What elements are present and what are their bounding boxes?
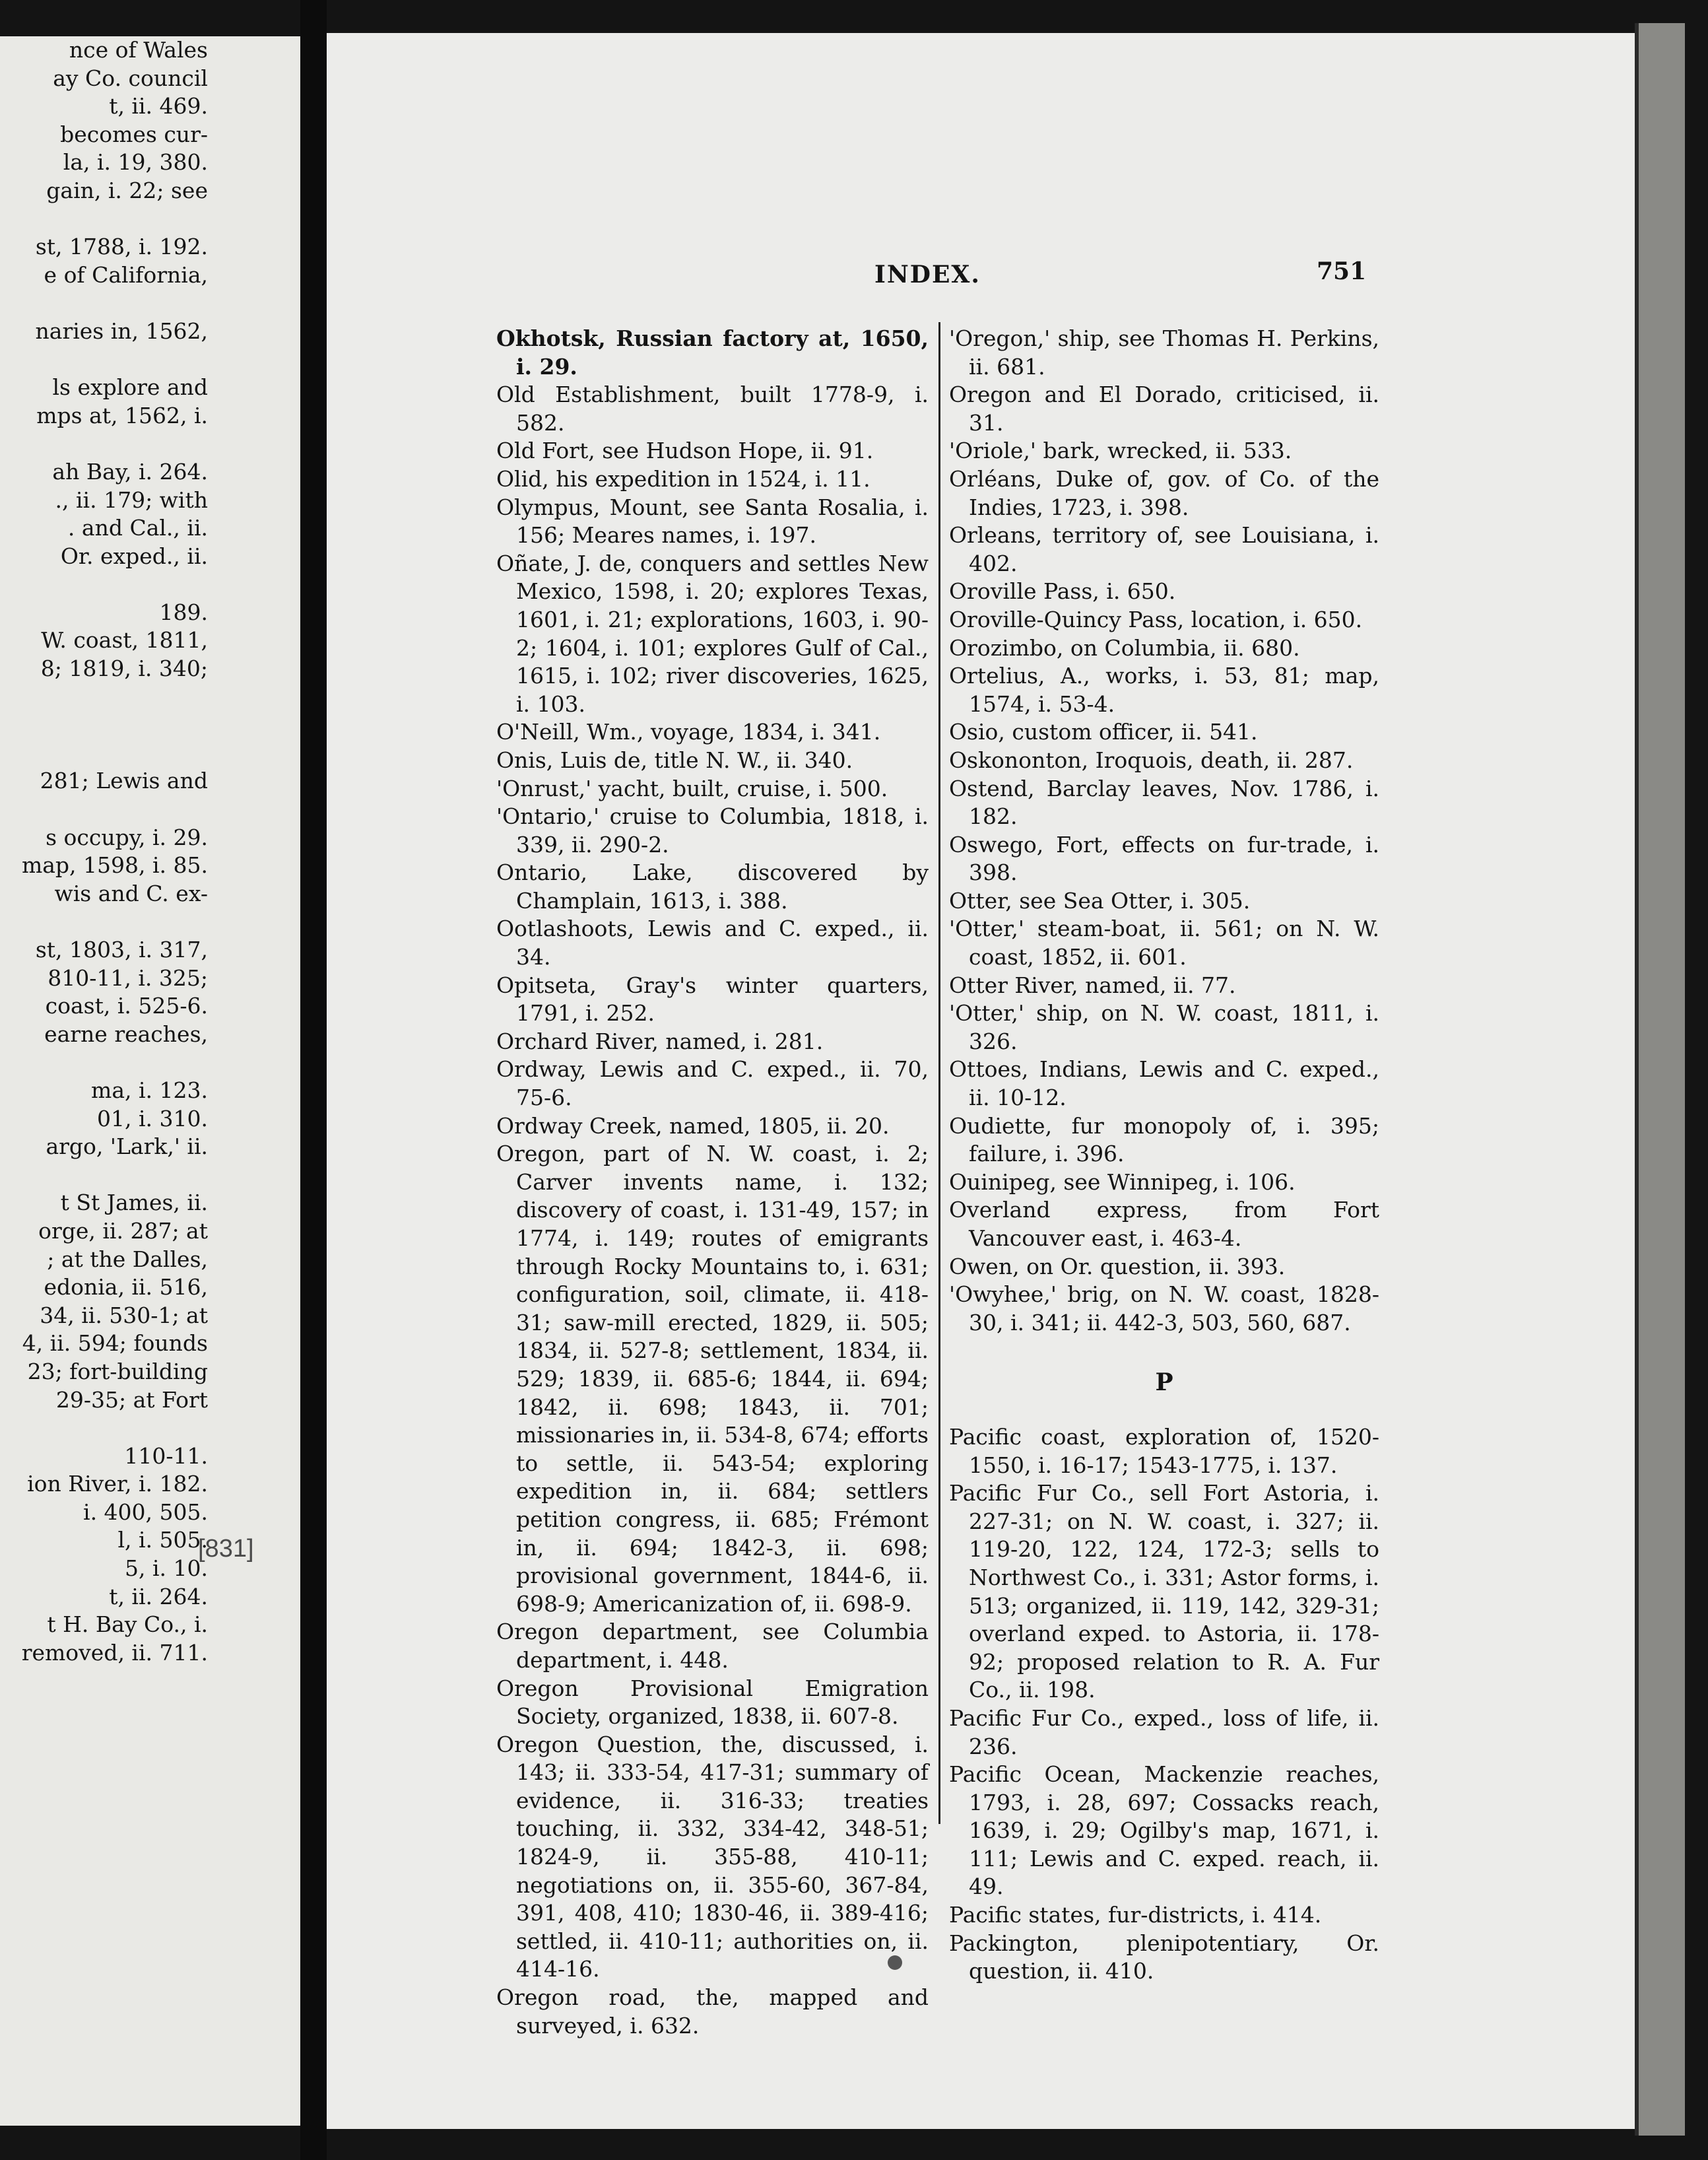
index-entry: Oroville Pass, i. 650. [949, 578, 1176, 605]
index-entry: Oregon Question, the, discussed, i. 143; ii. 333-54, 417-31; summary of evidence, ii. 316-33; treaties touching, ii. 332, 334-42, 348-51; 1824-9, ii. 355-88, 410-11; negotiations on, ii. 355-60, 367-84, 391, 408, 410; 1830-46, ii. 389-416; settled, ii. 410-11; authorities on, ii. 414-16. [496, 1731, 929, 1982]
left-page-line: 23; fort-building [27, 1358, 208, 1384]
index-entry: Owen, on Or. question, ii. 393. [949, 1253, 1286, 1279]
index-entry: Old Fort, see Hudson Hope, ii. 91. [496, 438, 874, 464]
left-page-line: earne reaches, [44, 1021, 208, 1047]
index-entry: Oudiette, fur monopoly of, i. 395; failure, i. 396. [949, 1112, 1379, 1167]
left-page-line [0, 346, 208, 374]
entries-p [949, 1423, 1379, 1986]
left-page-line: t, ii. 264. [109, 1583, 208, 1609]
left-page-line: gain, i. 22; see [46, 177, 208, 203]
index-entry: Okhotsk, Russian factory at, 1650, i. 29. [496, 325, 929, 380]
index-entry: Olympus, Mount, see Santa Rosalia, i. 156; Meares names, i. 197. [496, 494, 929, 549]
index-entry: Packington, plenipotentiary, Or. question, ii. 410. [949, 1930, 1379, 1984]
entries-o-continued [949, 325, 1379, 1337]
index-entry: Pacific Fur Co., exped., loss of life, ii. 236. [949, 1704, 1379, 1759]
left-page-line [0, 289, 208, 318]
running-title: INDEX. [874, 261, 981, 288]
index-entry: Oñate, J. de, conquers and settles New Mexico, 1598, i. 20; explores Texas, 1601, i. 21; explorations, 1603, i. 90-2; 1604, i. 101; explores Gulf of Cal., 1615, i. 102; river discoveries, 1625, i. 103. [496, 550, 929, 717]
index-entry: Onis, Luis de, title N. W., ii. 340. [496, 747, 853, 773]
index-entry: Otter River, named, ii. 77. [949, 972, 1236, 998]
left-page-line: edonia, ii. 516, [44, 1274, 208, 1300]
index-entry: Pacific states, fur-districts, i. 414. [949, 1902, 1322, 1928]
index-entry: O'Neill, Wm., voyage, 1834, i. 341. [496, 719, 881, 745]
index-entry: Orléans, Duke of, gov. of Co. of the Indies, 1723, i. 398. [949, 465, 1379, 520]
index-entry: Overland express, from Fort Vancouver east, i. 463-4. [949, 1197, 1379, 1251]
index-entry: Ostend, Barclay leaves, Nov. 1786, i. 182. [949, 775, 1379, 830]
index-entry: Oregon Provisional Emigration Society, organized, 1838, ii. 607-8. [496, 1675, 929, 1730]
book-cover-edge [1635, 23, 1685, 2136]
book-gutter [300, 0, 327, 2160]
left-page-line: s occupy, i. 29. [46, 824, 208, 850]
index-entry: Pacific Ocean, Mackenzie reaches, 1793, i. 28, 697; Cossacks reach, 1639, i. 29; Ogilby's map, 1671, i. 111; Lewis and C. exped. reach, ii. 49. [949, 1761, 1379, 1900]
index-entry: 'Oriole,' bark, wrecked, ii. 533. [949, 438, 1292, 464]
left-page-line: ls explore and [52, 374, 208, 401]
left-page-line [0, 205, 208, 234]
left-page-line: argo, 'Lark,' ii. [46, 1133, 208, 1160]
left-page-line [0, 683, 208, 712]
index-entry: Otter, see Sea Otter, i. 305. [949, 887, 1251, 914]
left-page-line: 8; 1819, i. 340; [40, 656, 208, 682]
left-page-line: i. 400, 505. [83, 1499, 208, 1525]
left-page-line [0, 1161, 208, 1190]
index-entry: 'Otter,' ship, on N. W. coast, 1811, i. 326. [949, 1000, 1379, 1054]
left-page-line: ah Bay, i. 264. [52, 458, 208, 485]
index-entry: Pacific coast, exploration of, 1520-1550, i. 16-17; 1543-1775, i. 137. [949, 1423, 1379, 1478]
index-entry: Oregon, part of N. W. coast, i. 2; Carver invents name, i. 132; discovery of coast, i. 131-49, 157; in 1774, i. 149; routes of emigrants through Rocky Mountains to, i. 631; configuration, soil, climate, ii. 418-31; saw-mill erected, 1829, ii. 505; 1834, ii. 527-8; settlement, 1834, ii. 529; 1839, ii. 685-6; 1844, ii. 694; 1842, ii. 698; 1843, ii. 701; missionaries in, ii. 534-8, 674; efforts to settle, ii. 543-54; exploring expedition in, ii. 684; settlers petition congress, ii. 685; Frémont in, ii. 694; 1842-3, ii. 698; provisional government, 1844-6, ii. 698-9; Americanization of, ii. 698-9. [496, 1141, 929, 1617]
left-page-line: 189. [159, 599, 208, 625]
section-letter: P [1155, 1368, 1173, 1397]
index-entry: Pacific Fur Co., sell Fort Astoria, i. 227-31; on N. W. coast, i. 327; ii. 119-20, 122, 124, 172-3; sells to Northwest Co., i. 331; Astor forms, i. 513; organized, ii. 119, 142, 329-31; overland exped. to Astoria, ii. 178-92; proposed relation to R. A. Fur Co., ii. 198. [949, 1480, 1379, 1703]
left-page-line: t St James, ii. [60, 1190, 208, 1216]
left-page-line: ; at the Dalles, [47, 1246, 208, 1272]
left-page-line: st, 1788, i. 192. [35, 234, 208, 260]
left-page-line: t H. Bay Co., i. [47, 1611, 208, 1638]
index-entry: Ortelius, A., works, i. 53, 81; map, 1574, i. 53-4. [949, 663, 1379, 717]
index-entry: 'Ontario,' cruise to Columbia, 1818, i. 339, ii. 290-2. [496, 803, 929, 858]
left-page-line [0, 795, 208, 824]
index-entry: 'Oregon,' ship, see Thomas H. Perkins, ii. 681. [949, 325, 1379, 380]
index-column-left [496, 325, 929, 2040]
index-entry: Olid, his expedition in 1524, i. 11. [496, 465, 870, 492]
index-entry: Old Establishment, built 1778-9, i. 582. [496, 382, 929, 436]
index-entry: 'Onrust,' yacht, built, cruise, i. 500. [496, 775, 888, 801]
left-page-line: ma, i. 123. [91, 1077, 208, 1103]
index-entry: Ottoes, Indians, Lewis and C. exped., ii. 10-12. [949, 1056, 1379, 1111]
left-page-line [0, 430, 208, 458]
index-entry: Ordway, Lewis and C. exped., ii. 70, 75-6. [496, 1056, 929, 1111]
left-page-line: W. coast, 1811, [41, 627, 208, 654]
index-entry: Oregon and El Dorado, criticised, ii. 31. [949, 382, 1379, 436]
index-column-right [949, 325, 1379, 1986]
index-entry: Orchard River, named, i. 281. [496, 1028, 824, 1054]
index-entry: 'Owyhee,' brig, on N. W. coast, 1828-30, i. 341; ii. 442-3, 503, 560, 687. [949, 1281, 1379, 1335]
left-page-fragments [0, 36, 208, 1667]
left-page-line: l, i. 505. [117, 1527, 208, 1553]
index-entry: 'Otter,' steam-boat, ii. 561; on N. W. coast, 1852, ii. 601. [949, 916, 1379, 970]
index-entry: Osio, custom officer, ii. 541. [949, 719, 1258, 745]
left-page-line: e of California, [44, 261, 208, 288]
index-entry: Oskononton, Iroquois, death, ii. 287. [949, 747, 1354, 773]
left-page-line: ., ii. 179; with [55, 487, 208, 513]
left-page-line: 01, i. 310. [97, 1105, 208, 1131]
index-entry: Oswego, Fort, effects on fur-trade, i. 398. [949, 831, 1379, 886]
index-entry: Opitseta, Gray's winter quarters, 1791, i. 252. [496, 972, 929, 1027]
left-page-line: nce of Wales [69, 37, 208, 63]
left-page-line: ion River, i. 182. [27, 1471, 208, 1497]
left-page-line [0, 711, 208, 739]
left-page-line: 110-11. [124, 1442, 208, 1469]
left-page-line: wis and C. ex- [54, 880, 208, 906]
left-page-line: coast, i. 525-6. [45, 993, 208, 1019]
left-page-line: 5, i. 10. [125, 1555, 208, 1582]
left-page-line: 810-11, i. 325; [48, 964, 208, 991]
left-page-line: 4, ii. 594; founds [22, 1330, 208, 1357]
column-divider [938, 322, 940, 1824]
left-page-line: st, 1803, i. 317, [35, 937, 208, 962]
left-page-line: 29-35; at Fort [55, 1386, 208, 1413]
left-page-line [0, 1048, 208, 1077]
left-page-line: Or. exped., ii. [60, 543, 208, 569]
left-page-line [0, 739, 208, 768]
left-page-line: mps at, 1562, i. [36, 402, 208, 428]
left-page-line: 281; Lewis and [40, 768, 208, 794]
left-page-line: orge, ii. 287; at [38, 1217, 208, 1244]
left-page-line [0, 570, 208, 599]
left-page-line: t, ii. 469. [109, 93, 208, 119]
index-entry: Oroville-Quincy Pass, location, i. 650. [949, 606, 1363, 632]
page-number: 751 [1317, 257, 1367, 285]
index-entry: Ootlashoots, Lewis and C. exped., ii. 34. [496, 916, 929, 970]
left-page-line: ay Co. council [53, 65, 208, 91]
left-page-line: . and Cal., ii. [67, 515, 208, 541]
left-page-line [0, 908, 208, 936]
left-page-line: becomes cur- [60, 121, 208, 147]
left-page-line: 34, ii. 530-1; at [40, 1302, 208, 1328]
left-page-line: naries in, 1562, [35, 318, 208, 344]
index-entry: Oregon department, see Columbia department, i. 448. [496, 1619, 929, 1673]
handwritten-margin-note: [831] [198, 1535, 254, 1563]
index-entry: Oregon road, the, mapped and surveyed, i. 632. [496, 1984, 929, 2039]
left-page-line: removed, ii. 711. [21, 1639, 208, 1666]
index-entry: Orozimbo, on Columbia, ii. 680. [949, 634, 1300, 661]
index-entry: Ontario, Lake, discovered by Champlain, 1613, i. 388. [496, 860, 929, 914]
left-page-line: la, i. 19, 380. [63, 149, 208, 176]
index-entry: Ouinipeg, see Winnipeg, i. 106. [949, 1168, 1296, 1195]
left-page-line: map, 1598, i. 85. [21, 852, 208, 879]
ink-blot [888, 1955, 902, 1970]
left-page-line [0, 1414, 208, 1442]
index-entry: Orleans, territory of, see Louisiana, i. 402. [949, 522, 1379, 576]
left-facing-page [0, 36, 300, 2126]
index-entry: Ordway Creek, named, 1805, ii. 20. [496, 1112, 890, 1139]
